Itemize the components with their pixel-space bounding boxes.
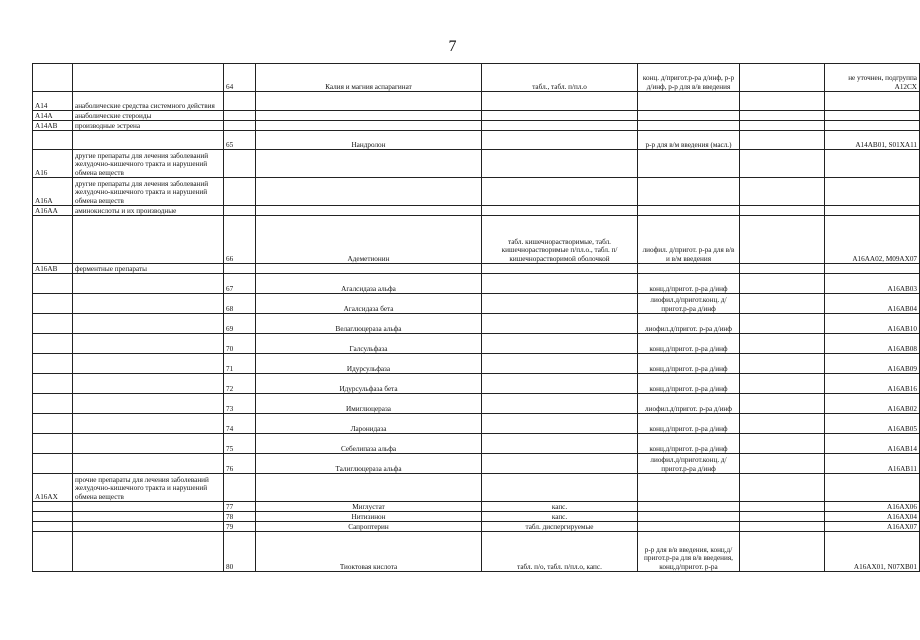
extra-form-cell <box>740 474 825 502</box>
oral-form-cell <box>482 334 638 354</box>
extra-form-cell <box>740 512 825 522</box>
oral-form-cell <box>482 206 638 216</box>
table-row <box>33 150 920 178</box>
atc-group-cell: A16AX <box>33 474 73 502</box>
item-number-cell: 68 <box>224 294 256 314</box>
table-row <box>33 264 920 274</box>
atc-group-cell <box>33 131 73 150</box>
oral-form-cell <box>482 264 638 274</box>
atc-group-cell <box>33 334 73 354</box>
drug-name-cell: Агалсидаза бета <box>256 294 482 314</box>
group-description-cell <box>73 294 224 314</box>
atc-group-cell <box>33 354 73 374</box>
atc-code-cell: A14AB01, S01XA11 <box>825 131 920 150</box>
atc-code-cell <box>825 474 920 502</box>
table-row <box>33 502 920 512</box>
extra-form-cell <box>740 522 825 532</box>
oral-form-cell: табл. п/о, табл. п/пл.о, капс. <box>482 532 638 572</box>
extra-form-cell <box>740 264 825 274</box>
table-row <box>33 92 920 111</box>
group-description-cell <box>73 314 224 334</box>
item-number-cell: 76 <box>224 454 256 474</box>
drug-name-cell <box>256 150 482 178</box>
drug-name-cell: Нандролон <box>256 131 482 150</box>
atc-group-cell <box>33 216 73 264</box>
oral-form-cell <box>482 374 638 394</box>
injection-form-cell <box>638 178 740 206</box>
table-body <box>33 64 920 572</box>
atc-group-cell: A16AA <box>33 206 73 216</box>
injection-form-cell: конц.д/пригот. р-ра д/инф <box>638 434 740 454</box>
table-row <box>33 334 920 354</box>
injection-form-cell <box>638 150 740 178</box>
atc-group-cell <box>33 532 73 572</box>
oral-form-cell <box>482 314 638 334</box>
injection-form-cell: конц.д/пригот. р-ра д/инф <box>638 374 740 394</box>
injection-form-cell: р-р для в/в введения, конц.д/пригот.р-ра для в/в введения, конц.д/пригот. р-ра <box>638 532 740 572</box>
oral-form-cell <box>482 121 638 131</box>
injection-form-cell <box>638 121 740 131</box>
group-description-cell <box>73 354 224 374</box>
item-number-cell: 80 <box>224 532 256 572</box>
atc-code-cell <box>825 150 920 178</box>
drug-name-cell <box>256 111 482 121</box>
atc-code-cell <box>825 178 920 206</box>
group-description-cell <box>73 532 224 572</box>
drug-name-cell: Идурсульфаза бета <box>256 374 482 394</box>
atc-group-cell: A14 <box>33 92 73 111</box>
group-description-cell: прочие препараты для лечения заболеваний желудочно-кишечного тракта и нарушений обмена веществ <box>73 474 224 502</box>
item-number-cell: 71 <box>224 354 256 374</box>
oral-form-cell <box>482 434 638 454</box>
extra-form-cell <box>740 216 825 264</box>
oral-form-cell <box>482 414 638 434</box>
atc-code-cell: A16AB16 <box>825 374 920 394</box>
injection-form-cell: лиофил.д/пригот. р-ра д/инф <box>638 314 740 334</box>
atc-group-cell <box>33 374 73 394</box>
extra-form-cell <box>740 121 825 131</box>
item-number-cell: 64 <box>224 64 256 92</box>
atc-code-cell <box>825 92 920 111</box>
table-row <box>33 522 920 532</box>
table-row <box>33 434 920 454</box>
atc-code-cell: A16AB02 <box>825 394 920 414</box>
item-number-cell <box>224 121 256 131</box>
drug-name-cell <box>256 92 482 111</box>
item-number-cell <box>224 474 256 502</box>
oral-form-cell: табл. диспергируемые <box>482 522 638 532</box>
extra-form-cell <box>740 454 825 474</box>
extra-form-cell <box>740 334 825 354</box>
oral-form-cell: табл. кишечнорастворимые, табл. кишечнорастворимые п/пл.о., табл. п/кишечнорастворимой оболочкой <box>482 216 638 264</box>
atc-code-cell: A16AB10 <box>825 314 920 334</box>
atc-group-cell: A16 <box>33 150 73 178</box>
atc-code-cell <box>825 121 920 131</box>
item-number-cell <box>224 111 256 121</box>
drug-name-cell: Имиглюцераза <box>256 394 482 414</box>
injection-form-cell: конц. д/пригот.р-ра д/инф, р-р д/инф, р-р для в/в введения <box>638 64 740 92</box>
atc-code-cell: A16AB08 <box>825 334 920 354</box>
oral-form-cell: капс. <box>482 512 638 522</box>
atc-code-cell: не уточнен, подгруппа A12CX <box>825 64 920 92</box>
table-row <box>33 206 920 216</box>
drug-name-cell: Себелипаза альфа <box>256 434 482 454</box>
table-row <box>33 274 920 294</box>
drug-name-cell: Калия и магния аспарагинат <box>256 64 482 92</box>
drug-name-cell <box>256 206 482 216</box>
group-description-cell <box>73 131 224 150</box>
item-number-cell: 73 <box>224 394 256 414</box>
extra-form-cell <box>740 374 825 394</box>
table-row <box>33 374 920 394</box>
table-row <box>33 121 920 131</box>
item-number-cell: 66 <box>224 216 256 264</box>
drug-name-cell: Агалсидаза альфа <box>256 274 482 294</box>
atc-code-cell: A16AB04 <box>825 294 920 314</box>
table-row <box>33 294 920 314</box>
table-row <box>33 216 920 264</box>
table-row <box>33 512 920 522</box>
drug-list-table <box>32 63 920 572</box>
item-number-cell: 74 <box>224 414 256 434</box>
injection-form-cell <box>638 111 740 121</box>
page-number: 7 <box>448 38 457 55</box>
drug-name-cell: Тиоктовая кислота <box>256 532 482 572</box>
atc-code-cell: A16AX06 <box>825 502 920 512</box>
injection-form-cell <box>638 474 740 502</box>
oral-form-cell <box>482 274 638 294</box>
injection-form-cell: конц.д/пригот. р-ра д/инф <box>638 414 740 434</box>
table-row <box>33 64 920 92</box>
oral-form-cell <box>482 111 638 121</box>
extra-form-cell <box>740 111 825 121</box>
oral-form-cell: табл., табл. п/пл.о <box>482 64 638 92</box>
item-number-cell <box>224 92 256 111</box>
extra-form-cell <box>740 131 825 150</box>
atc-code-cell: A16AA02, M09AX07 <box>825 216 920 264</box>
table-row <box>33 454 920 474</box>
table-row <box>33 314 920 334</box>
oral-form-cell <box>482 294 638 314</box>
extra-form-cell <box>740 532 825 572</box>
injection-form-cell <box>638 512 740 522</box>
table-row <box>33 474 920 502</box>
item-number-cell: 78 <box>224 512 256 522</box>
extra-form-cell <box>740 434 825 454</box>
drug-name-cell: Нитизинон <box>256 512 482 522</box>
atc-group-cell <box>33 394 73 414</box>
injection-form-cell: конц.д/пригот. р-ра д/инф <box>638 354 740 374</box>
extra-form-cell <box>740 414 825 434</box>
oral-form-cell <box>482 454 638 474</box>
group-description-cell <box>73 434 224 454</box>
oral-form-cell <box>482 394 638 414</box>
drug-name-cell: Адеметионин <box>256 216 482 264</box>
atc-code-cell: A16AX04 <box>825 512 920 522</box>
drug-name-cell: Миглустат <box>256 502 482 512</box>
injection-form-cell <box>638 522 740 532</box>
oral-form-cell <box>482 150 638 178</box>
atc-code-cell <box>825 206 920 216</box>
group-description-cell <box>73 512 224 522</box>
table-row <box>33 111 920 121</box>
table-row <box>33 131 920 150</box>
injection-form-cell: лиофил.д/пригот. р-ра д/инф <box>638 394 740 414</box>
group-description-cell: аминокислоты и их производные <box>73 206 224 216</box>
group-description-cell: другие препараты для лечения заболеваний желудочно-кишечного тракта и нарушений обмена веществ <box>73 178 224 206</box>
extra-form-cell <box>740 314 825 334</box>
injection-form-cell: лиофил.д/пригот.конц. д/пригот.р-ра д/инф <box>638 294 740 314</box>
drug-name-cell: Сапроптерин <box>256 522 482 532</box>
item-number-cell: 65 <box>224 131 256 150</box>
atc-code-cell: A16AX07 <box>825 522 920 532</box>
injection-form-cell: конц.д/пригот. р-ра д/инф <box>638 274 740 294</box>
group-description-cell <box>73 394 224 414</box>
injection-form-cell <box>638 206 740 216</box>
extra-form-cell <box>740 92 825 111</box>
item-number-cell: 72 <box>224 374 256 394</box>
atc-group-cell <box>33 522 73 532</box>
group-description-cell <box>73 64 224 92</box>
group-description-cell: анаболические стероиды <box>73 111 224 121</box>
atc-code-cell: A16AB14 <box>825 434 920 454</box>
extra-form-cell <box>740 150 825 178</box>
item-number-cell: 75 <box>224 434 256 454</box>
oral-form-cell <box>482 354 638 374</box>
group-description-cell <box>73 522 224 532</box>
extra-form-cell <box>740 274 825 294</box>
drug-name-cell: Велаглюцераза альфа <box>256 314 482 334</box>
drug-name-cell: Талиглюцераза альфа <box>256 454 482 474</box>
group-description-cell <box>73 274 224 294</box>
drug-name-cell <box>256 178 482 206</box>
atc-group-cell: A14AB <box>33 121 73 131</box>
item-number-cell: 69 <box>224 314 256 334</box>
atc-group-cell <box>33 274 73 294</box>
extra-form-cell <box>740 354 825 374</box>
oral-form-cell <box>482 131 638 150</box>
group-description-cell <box>73 216 224 264</box>
item-number-cell: 67 <box>224 274 256 294</box>
table-row <box>33 414 920 434</box>
injection-form-cell: лиофил.д/пригот.конц. д/пригот.р-ра д/инф <box>638 454 740 474</box>
injection-form-cell <box>638 92 740 111</box>
atc-group-cell <box>33 64 73 92</box>
group-description-cell <box>73 374 224 394</box>
drug-name-cell: Ларонидаза <box>256 414 482 434</box>
extra-form-cell <box>740 502 825 512</box>
atc-code-cell: A16AB11 <box>825 454 920 474</box>
atc-group-cell <box>33 502 73 512</box>
extra-form-cell <box>740 206 825 216</box>
item-number-cell <box>224 206 256 216</box>
group-description-cell <box>73 414 224 434</box>
item-number-cell <box>224 264 256 274</box>
atc-group-cell <box>33 414 73 434</box>
atc-group-cell <box>33 454 73 474</box>
atc-code-cell <box>825 264 920 274</box>
atc-code-cell: A16AB09 <box>825 354 920 374</box>
atc-group-cell: A14A <box>33 111 73 121</box>
extra-form-cell <box>740 294 825 314</box>
table-row <box>33 532 920 572</box>
atc-code-cell: A16AB03 <box>825 274 920 294</box>
extra-form-cell <box>740 178 825 206</box>
group-description-cell: ферментные препараты <box>73 264 224 274</box>
group-description-cell <box>73 502 224 512</box>
drug-name-cell <box>256 264 482 274</box>
table-row <box>33 354 920 374</box>
atc-group-cell: A16A <box>33 178 73 206</box>
injection-form-cell <box>638 264 740 274</box>
extra-form-cell <box>740 64 825 92</box>
item-number-cell: 77 <box>224 502 256 512</box>
oral-form-cell: капс. <box>482 502 638 512</box>
atc-group-cell <box>33 512 73 522</box>
atc-group-cell <box>33 434 73 454</box>
group-description-cell: производные эстрена <box>73 121 224 131</box>
drug-name-cell <box>256 121 482 131</box>
group-description-cell: анаболические средства системного действия <box>73 92 224 111</box>
injection-form-cell <box>638 502 740 512</box>
atc-code-cell: A16AB05 <box>825 414 920 434</box>
drug-name-cell: Идурсульфаза <box>256 354 482 374</box>
extra-form-cell <box>740 394 825 414</box>
atc-group-cell <box>33 294 73 314</box>
drug-name-cell: Галсульфаза <box>256 334 482 354</box>
oral-form-cell <box>482 474 638 502</box>
drug-name-cell <box>256 474 482 502</box>
oral-form-cell <box>482 92 638 111</box>
table-row <box>33 394 920 414</box>
atc-code-cell <box>825 111 920 121</box>
oral-form-cell <box>482 178 638 206</box>
item-number-cell: 79 <box>224 522 256 532</box>
injection-form-cell: конц.д/пригот. р-ра д/инф <box>638 334 740 354</box>
injection-form-cell: р-р для в/м введения (масл.) <box>638 131 740 150</box>
atc-code-cell: A16AX01, N07XB01 <box>825 532 920 572</box>
injection-form-cell: лиофил. д/пригот. р-ра для в/в и в/м введения <box>638 216 740 264</box>
atc-group-cell <box>33 314 73 334</box>
item-number-cell: 70 <box>224 334 256 354</box>
item-number-cell <box>224 178 256 206</box>
atc-group-cell: A16AB <box>33 264 73 274</box>
group-description-cell: другие препараты для лечения заболеваний желудочно-кишечного тракта и нарушений обмена веществ <box>73 150 224 178</box>
item-number-cell <box>224 150 256 178</box>
group-description-cell <box>73 454 224 474</box>
table-row <box>33 178 920 206</box>
group-description-cell <box>73 334 224 354</box>
